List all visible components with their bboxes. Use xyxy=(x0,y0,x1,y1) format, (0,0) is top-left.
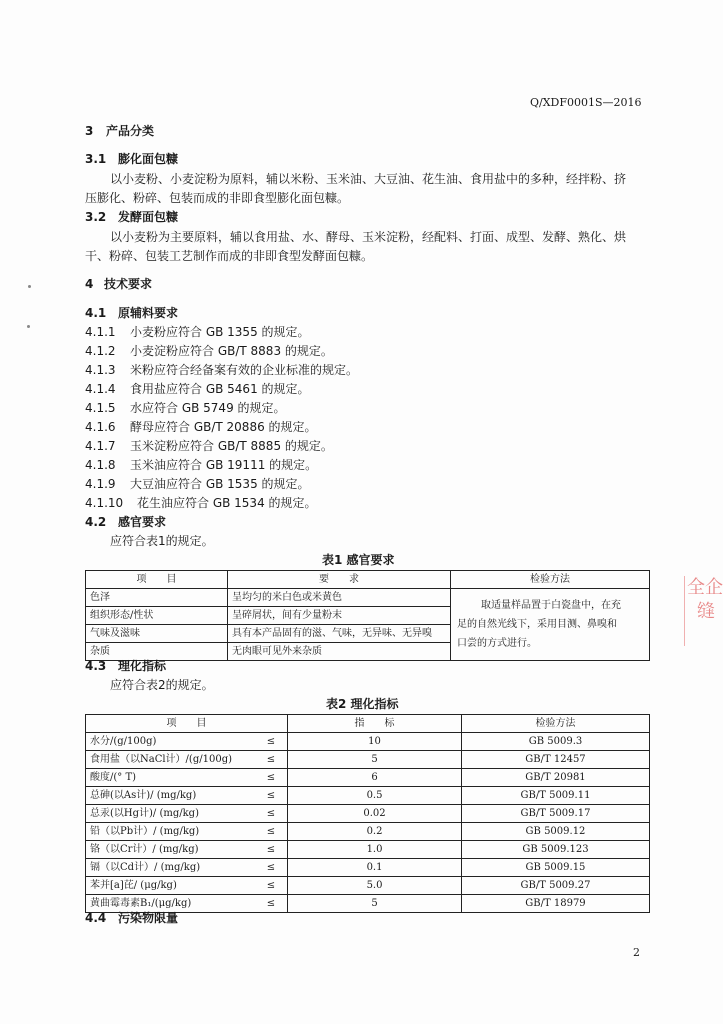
table-header-row xyxy=(86,571,650,589)
table-row xyxy=(86,877,650,895)
section-3-2-para-line2: 干、粉碎、包装工艺制作而成的非即食型发酵面包糠。 xyxy=(85,249,374,263)
table-cell-op: ≤ xyxy=(255,733,288,751)
list-item-text: 玉米淀粉应符合 GB/T 8885 的规定。 xyxy=(130,439,333,453)
seal-stamp xyxy=(684,576,723,646)
table-cell: 呈均匀的米白色或米黄色 xyxy=(228,589,451,607)
section-3-2-num: 3.2 xyxy=(85,210,107,224)
doc-code: Q/XDF0001S—2016 xyxy=(530,96,642,109)
list-item-num: 4.1.4 xyxy=(85,382,116,396)
list-item-num: 4.1.9 xyxy=(85,477,116,491)
section-4-4-num: 4.4 xyxy=(85,911,107,925)
table-cell: GB 5009.12 xyxy=(461,823,649,841)
table-cell: 铬（以Cr计）/ (mg/kg) xyxy=(86,841,255,859)
section-3-2-title: 发酵面包糠 xyxy=(118,210,179,224)
list-item-text: 小麦粉应符合 GB 1355 的规定。 xyxy=(130,325,310,339)
table-header-cell: 指 标 xyxy=(288,715,462,733)
table-cell: 苯并[a]芘/ (μg/kg) xyxy=(86,877,255,895)
list-item-num: 4.1.8 xyxy=(85,458,116,472)
section-4-title: 技术要求 xyxy=(104,277,153,291)
table-header-cell: 项 目 xyxy=(86,571,228,589)
table-cell: 5.0 xyxy=(288,877,462,895)
table-row xyxy=(86,733,650,751)
list-item-text: 大豆油应符合 GB 1535 的规定。 xyxy=(130,477,310,491)
list-item-num: 4.1.2 xyxy=(85,344,116,358)
table-cell: 0.2 xyxy=(288,823,462,841)
table-cell: 0.5 xyxy=(288,787,462,805)
section-4-3-title: 理化指标 xyxy=(118,659,167,673)
table1-caption: 表1 感官要求 xyxy=(322,553,395,567)
table-cell: GB 5009.15 xyxy=(461,859,649,877)
scan-mark xyxy=(27,325,30,328)
section-3-1-para-line2: 压膨化、粉碎、包装而成的非即食型膨化面包糠。 xyxy=(85,191,350,205)
table-cell: 无肉眼可见外来杂质 xyxy=(228,643,451,661)
section-3-2-para-line1: 以小麦粉为主要原料，辅以食用盐、水、酵母、玉米淀粉，经配料、打面、成型、发酵、熟化、烘 xyxy=(110,230,627,244)
table-cell-op: ≤ xyxy=(255,805,288,823)
table-cell-op: ≤ xyxy=(255,787,288,805)
table-cell: GB 5009.123 xyxy=(461,841,649,859)
section-4-1-title: 原辅料要求 xyxy=(118,306,179,320)
section-4-4-title: 污染物限量 xyxy=(118,911,179,925)
list-item-text: 玉米油应符合 GB 19111 的规定。 xyxy=(130,458,318,472)
table-cell: 酸度/(° T) xyxy=(86,769,255,787)
table-cell: 黄曲霉毒素B₁/(μg/kg) xyxy=(86,895,255,913)
section-3-1-para-line1: 以小麦粉、小麦淀粉为原料，辅以米粉、玉米油、大豆油、花生油、食用盐中的多种，经拌粉、挤 xyxy=(110,172,627,186)
table-cell: 10 xyxy=(288,733,462,751)
table-cell: 6 xyxy=(288,769,462,787)
table-row xyxy=(86,589,650,607)
table-cell: GB/T 20981 xyxy=(461,769,649,787)
section-4-2-para: 应符合表1的规定。 xyxy=(110,534,214,548)
section-3-num: 3 xyxy=(85,124,94,138)
method-line: 口尝的方式进行。 xyxy=(457,638,537,649)
table-cell: 5 xyxy=(288,751,462,769)
list-item-text: 食用盐应符合 GB 5461 的规定。 xyxy=(130,382,310,396)
table-cell: 呈碎屑状，间有少量粉末 xyxy=(228,607,451,625)
table-cell: 食用盐（以NaCl计）/(g/100g) xyxy=(86,751,255,769)
table-row xyxy=(86,787,650,805)
table-cell: 镉（以Cd计）/ (mg/kg) xyxy=(86,859,255,877)
table-row xyxy=(86,841,650,859)
table-cell: GB/T 5009.11 xyxy=(461,787,649,805)
table-cell: 1.0 xyxy=(288,841,462,859)
table-cell: 水分/(g/100g) xyxy=(86,733,255,751)
table-cell: 总砷(以As计)/ (mg/kg) xyxy=(86,787,255,805)
table-row xyxy=(86,751,650,769)
table-cell-op: ≤ xyxy=(255,841,288,859)
table-cell: GB/T 12457 xyxy=(461,751,649,769)
seal-line: 缝 xyxy=(697,601,715,622)
table-cell: 组织形态/性状 xyxy=(86,607,228,625)
table-row xyxy=(86,769,650,787)
table-cell: 0.1 xyxy=(288,859,462,877)
table-cell: GB/T 18979 xyxy=(461,895,649,913)
list-item-num: 4.1.6 xyxy=(85,420,116,434)
table-cell-op: ≤ xyxy=(255,859,288,877)
list-item-num: 4.1.3 xyxy=(85,363,116,377)
table-cell: 0.02 xyxy=(288,805,462,823)
table-cell: 5 xyxy=(288,895,462,913)
section-4-num: 4 xyxy=(85,277,94,291)
section-4-1-num: 4.1 xyxy=(85,306,107,320)
list-item-text: 米粉应符合经备案有效的企业标准的规定。 xyxy=(130,363,359,377)
table-cell: GB 5009.3 xyxy=(461,733,649,751)
table-header-cell: 检验方法 xyxy=(451,571,650,589)
table-header-row xyxy=(86,715,650,733)
list-item-num: 4.1.5 xyxy=(85,401,116,415)
section-4-2-title: 感官要求 xyxy=(118,515,167,529)
table-row xyxy=(86,823,650,841)
list-item-text: 花生油应符合 GB 1534 的规定。 xyxy=(137,496,317,510)
table-cell: 色泽 xyxy=(86,589,228,607)
table-header-cell: 项 目 xyxy=(86,715,288,733)
section-3-1-title: 膨化面包糠 xyxy=(118,152,179,166)
scan-mark xyxy=(28,285,31,288)
list-item-num: 4.1.1 xyxy=(85,325,116,339)
table-cell: 总汞(以Hg计)/ (mg/kg) xyxy=(86,805,255,823)
table-cell-op: ≤ xyxy=(255,895,288,913)
table-cell: GB/T 5009.17 xyxy=(461,805,649,823)
table1 xyxy=(85,570,650,661)
table-header-cell: 检验方法 xyxy=(461,715,649,733)
table-cell: 铅（以Pb计）/ (mg/kg) xyxy=(86,823,255,841)
table-cell-method xyxy=(451,589,650,661)
table2 xyxy=(85,714,650,913)
table-cell-op: ≤ xyxy=(255,751,288,769)
table-cell-op: ≤ xyxy=(255,769,288,787)
table-cell: 气味及滋味 xyxy=(86,625,228,643)
table-cell-op: ≤ xyxy=(255,823,288,841)
table-row xyxy=(86,805,650,823)
list-item-text: 小麦淀粉应符合 GB/T 8883 的规定。 xyxy=(130,344,333,358)
list-item-text: 酵母应符合 GB/T 20886 的规定。 xyxy=(130,420,317,434)
method-line: 足的自然光线下，采用目测、鼻嗅和 xyxy=(457,619,617,630)
section-4-2-num: 4.2 xyxy=(85,515,107,529)
seal-line: 全企 xyxy=(687,577,723,598)
list-item-num: 4.1.10 xyxy=(85,496,124,510)
method-line: 取适量样品置于白瓷盘中，在充 xyxy=(481,600,621,611)
section-4-3-para: 应符合表2的规定。 xyxy=(110,678,214,692)
table-header-cell: 要 求 xyxy=(228,571,451,589)
table-cell: 具有本产品固有的滋、气味，无异味、无异嗅 xyxy=(228,625,451,643)
list-item-text: 水应符合 GB 5749 的规定。 xyxy=(130,401,286,415)
table-cell: 杂质 xyxy=(86,643,228,661)
list-item-num: 4.1.7 xyxy=(85,439,116,453)
section-3-title: 产品分类 xyxy=(106,124,155,138)
section-4-3-num: 4.3 xyxy=(85,659,107,673)
table2-caption: 表2 理化指标 xyxy=(326,697,399,711)
table-cell-op: ≤ xyxy=(255,877,288,895)
page-number: 2 xyxy=(633,946,640,959)
table-row xyxy=(86,859,650,877)
table-cell: GB/T 5009.27 xyxy=(461,877,649,895)
section-3-1-num: 3.1 xyxy=(85,152,107,166)
